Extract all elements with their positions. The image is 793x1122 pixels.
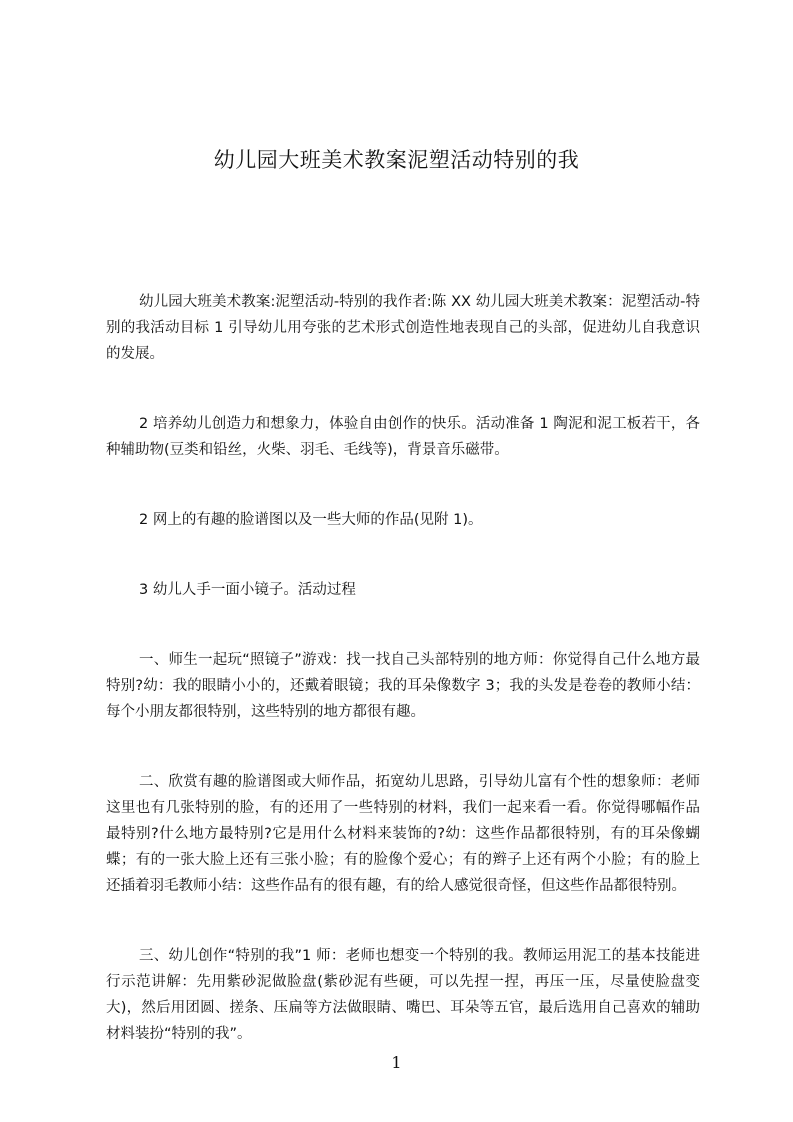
paragraph-preparation: 2 培养幼儿创造力和想象力，体验自由创作的快乐。活动准备 1 陶泥和泥工板若干，各种辅助物(豆类和铅丝，火柴、羽毛、毛线等)，背景音乐磁带。 [106,416,700,458]
document-body [106,289,700,1047]
page-number: 1 [391,1053,402,1072]
paragraph-mirror: 3 幼儿人手一面小镜子。活动过程 [139,582,356,598]
paragraph-materials: 2 网上的有趣的脸谱图以及一些大师的作品(见附 1)。 [139,512,483,528]
paragraph-step-two: 二、欣赏有趣的脸谱图或大师作品，拓宽幼儿思路，引导幼儿富有个性的想象师：老师这里也有几张特别的脸，有的还用了一些特别的材料，我们一起来看一看。你觉得哪幅作品最特别?什么地方最特别?它是用什么材料来装饰的?幼：这些作品都很特别，有的耳朵像蝴蝶；有的一张大脸上还有三张小脸；有的脸像个爱心；有的辫子上还有两个小脸；有的脸上还插着羽毛教师小结：这些作品有的很有趣，有的给人感觉很奇怪，但这些作品都很特别。 [106,774,700,894]
paragraph-step-one: 一、师生一起玩“照镜子”游戏：找一找自己头部特别的地方师：你觉得自己什么地方最特别?幼：我的眼睛小小的，还戴着眼镜；我的耳朵像数字 3；我的头发是卷卷的教师小结：每个小朋友都很特别，这些特别的地方都很有趣。 [106,652,700,720]
document-title: 幼儿园大班美术教案泥塑活动特别的我 [213,148,580,172]
paragraph-intro: 幼儿园大班美术教案:泥塑活动-特别的我作者:陈 XX 幼儿园大班美术教案：泥塑活动-特别的我活动目标 1 引导幼儿用夸张的艺术形式创造性地表现自己的头部，促进幼儿自我意识的发展。 [106,294,700,362]
paragraph-step-three: 三、幼儿创作“特别的我”1 师：老师也想变一个特别的我。教师运用泥工的基本技能进行示范讲解：先用紫砂泥做脸盘(紫砂泥有些硬，可以先捏一捏，再压一压，尽量使脸盘变大)，然后用团圆、搓条、压扁等方法做眼睛、嘴巴、耳朵等五官，最后选用自己喜欢的辅助材料装扮“特别的我”。 [106,948,700,1042]
